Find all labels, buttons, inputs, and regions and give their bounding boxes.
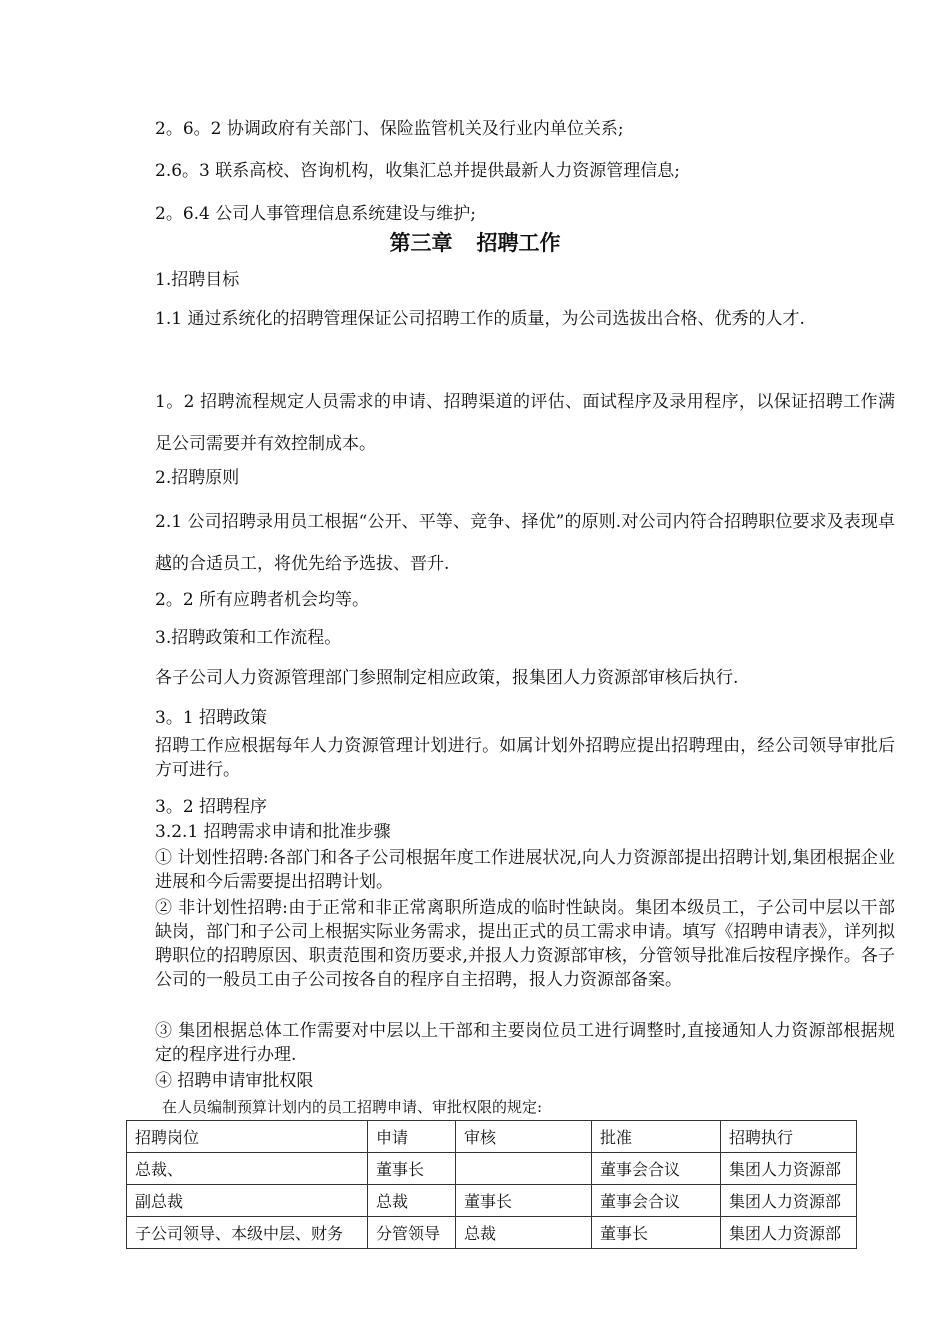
table-cell: 董事会合议 [592,1153,721,1185]
item-group-adjust: ③ 集团根据总体工作需要对中层以上干部和主要岗位员工进行调整时,直接通知人力资源部根据规定的程序进行办理. [155,1021,895,1065]
para-subsidiary-policy: 各子公司人力资源管理部门参照制定相应政策，报集团人力资源部审核后执行. [155,668,739,688]
heading-3-1: 3。1 招聘政策 [155,708,268,728]
chapter-title [0,230,950,256]
table-cell: 董事会合议 [592,1185,721,1217]
header-cell: 申请 [368,1121,456,1153]
heading-3-2-1: 3.2.1 招聘需求申请和批准步骤 [155,822,391,842]
heading-3-2: 3。2 招聘程序 [155,797,268,817]
para-2-6-2: 2。6。2 协调政府有关部门、保险监管机关及行业内单位关系; [155,119,624,139]
item-approval-authority: ④ 招聘申请审批权限 [155,1071,314,1091]
table-cell: 副总裁 [127,1185,368,1217]
heading-recruit-goal: 1.招聘目标 [155,270,240,290]
table-cell: 总裁 [368,1185,456,1217]
table-cell: 总裁 [456,1217,592,1249]
header-cell: 批准 [592,1121,721,1153]
header-cell: 招聘岗位 [127,1121,368,1153]
item-planned-recruit: ① 计划性招聘:各部门和各子公司根据年度工作进展状况,向人力资源部提出招聘计划,集团根据企业进展和今后需要提出招聘计划。 [155,848,895,892]
para-2-1: 2.1 公司招聘录用员工根据“公开、平等、竞争、择优”的原则.对公司内符合招聘职位要求及表现卓越的合适员工，将优先给予选拔、晋升. [155,512,895,574]
table-header-row [127,1121,857,1153]
header-cell: 审核 [456,1121,592,1153]
chapter-name: 招聘工作 [476,230,561,255]
table-cell [456,1153,592,1185]
para-2-2: 2。2 所有应聘者机会均等。 [155,590,370,610]
approval-table [126,1120,857,1249]
table-cell: 分管领导 [368,1217,456,1249]
para-2-6-3: 2.6。3 联系高校、咨询机构，收集汇总并提供最新人力资源管理信息; [155,161,680,181]
para-1-1: 1.1 通过系统化的招聘管理保证公司招聘工作的质量，为公司选拔出合格、优秀的人才. [155,309,805,329]
chapter-number: 第三章 [389,230,453,255]
item-unplanned-recruit: ② 非计划性招聘:由于正常和非正常离职所造成的临时性缺岗。集团本级员工，子公司中层以干部缺岗，部门和子公司上根据实际业务需求，提出正式的员工需求申请。填写《招聘申请表》，详列拟聘职位的招聘原因、职责范围和资历要求,并报人力资源部审核，分管领导批准后按程序操作。各子公司的一般员工由子公司按各自的程序自主招聘，报人力资源部备案。 [155,898,895,990]
heading-recruit-principle: 2.招聘原则 [155,468,240,488]
table-row [127,1153,857,1185]
table-cell: 董事长 [456,1185,592,1217]
table-row [127,1185,857,1217]
table-cell: 集团人力资源部 [721,1153,857,1185]
table-cell: 子公司领导、本级中层、财务 [127,1217,368,1249]
para-2-6-4: 2。6.4 公司人事管理信息系统建设与维护; [155,204,476,224]
table-cell: 集团人力资源部 [721,1217,857,1249]
para-3-1: 招聘工作应根据每年人力资源管理计划进行。如属计划外招聘应提出招聘理由，经公司领导审批后方可进行。 [155,736,895,780]
heading-policy-flow: 3.招聘政策和工作流程。 [155,628,342,648]
table-cell: 董事长 [368,1153,456,1185]
para-1-2: 1。2 招聘流程规定人员需求的申请、招聘渠道的评估、面试程序及录用程序，以保证招聘工作满足公司需要并有效控制成本。 [155,392,895,454]
table-row [127,1217,857,1249]
table-cell: 总裁、 [127,1153,368,1185]
header-cell: 招聘执行 [721,1121,857,1153]
table-cell: 集团人力资源部 [721,1185,857,1217]
table-caption: 在人员编制预算计划内的员工招聘申请、审批权限的规定: [162,1098,543,1116]
table-cell: 董事长 [592,1217,721,1249]
